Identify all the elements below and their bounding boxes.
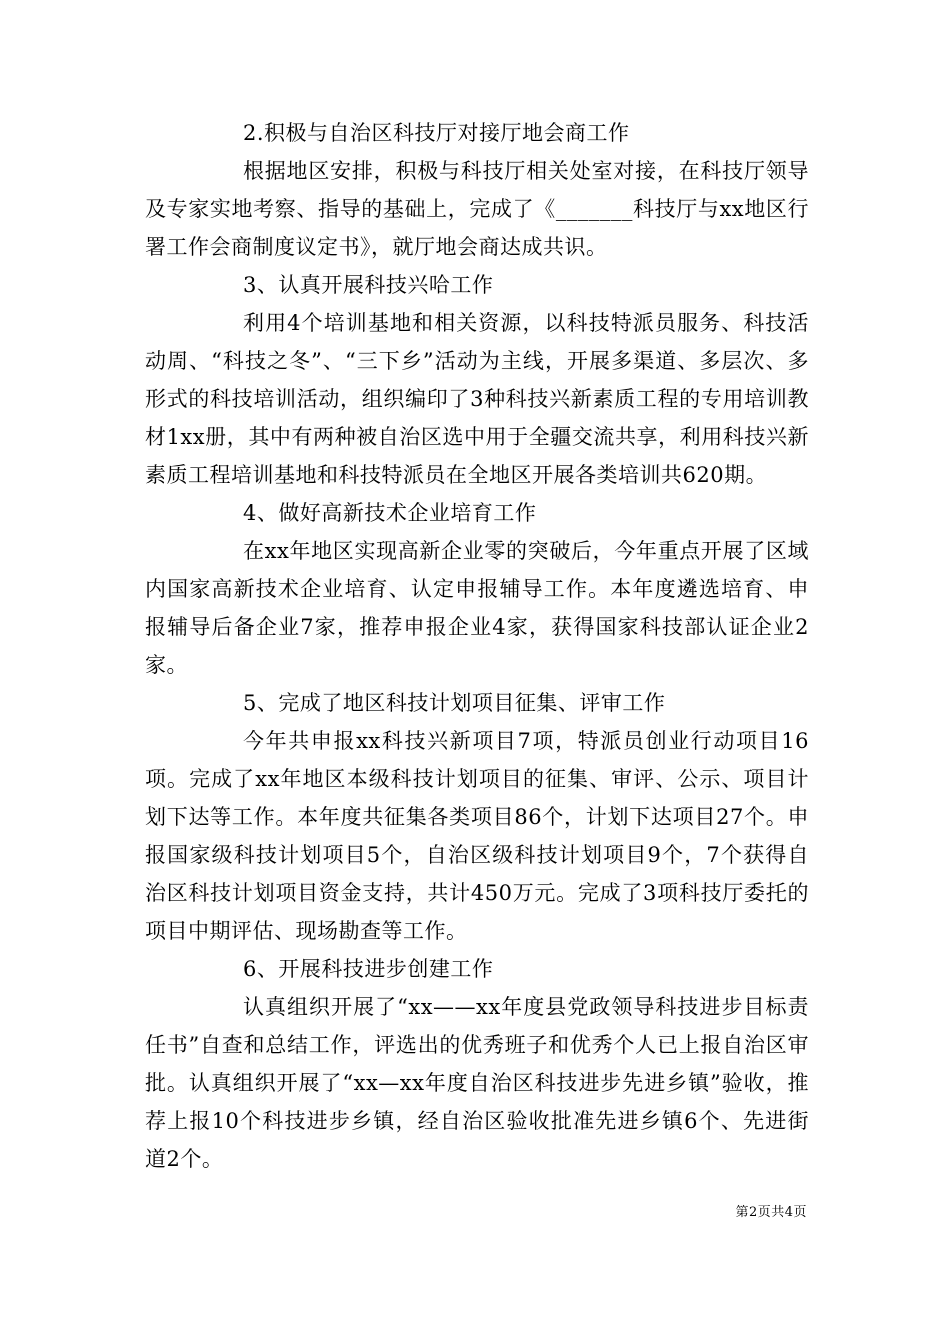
section-heading-3: 3、认真开展科技兴哈工作 — [243, 273, 494, 297]
document-body — [145, 114, 809, 1178]
section-paragraph-6: 认真组织开展了“xx——xx年度县党政领导科技进步目标责任书”自查和总结工作，评选出的优秀班子和优秀个人已上报自治区审批。认真组织开展了“xx—xx年度自治区科技进步先进乡镇”验收，推荐上报10个科技进步乡镇，经自治区验收批准先进乡镇6个、先进街道2个。 — [145, 995, 809, 1171]
section-heading-6: 6、开展科技进步创建工作 — [243, 957, 494, 981]
page-number: 第2页共4页 — [735, 1205, 807, 1220]
section-paragraph-3: 利用4个培训基地和相关资源，以科技特派员服务、科技活动周、“科技之冬”、“三下乡”活动为主线，开展多渠道、多层次、多形式的科技培训活动，组织编印了3种科技兴新素质工程的专用培训教材1xx册，其中有两种被自治区选中用于全疆交流共享，利用科技兴新素质工程培训基地和科技特派员在全地区开展各类培训共620期。 — [145, 311, 809, 487]
section-paragraph-5: 今年共申报xx科技兴新项目7项，特派员创业行动项目16项。完成了xx年地区本级科技计划项目的征集、审评、公示、项目计划下达等工作。本年度共征集各类项目86个，计划下达项目27个。申报国家级科技计划项目5个，自治区级科技计划项目9个，7个获得自治区科技计划项目资金支持，共计450万元。完成了3项科技厅委托的项目中期评估、现场勘查等工作。 — [145, 729, 809, 943]
section-paragraph-4: 在xx年地区实现高新企业零的突破后，今年重点开展了区域内国家高新技术企业培育、认定申报辅导工作。本年度遴选培育、申报辅导后备企业7家，推荐申报企业4家，获得国家科技部认证企业2家。 — [145, 539, 809, 677]
section-heading-2: 2.积极与自治区科技厅对接厅地会商工作 — [243, 121, 630, 145]
section-heading-5: 5、完成了地区科技计划项目征集、评审工作 — [243, 691, 666, 715]
section-paragraph-2: 根据地区安排，积极与科技厅相关处室对接，在科技厅领导及专家实地考察、指导的基础上，完成了《_______科技厅与xx地区行署工作会商制度议定书》，就厅地会商达成共识。 — [145, 159, 809, 259]
section-heading-4: 4、做好高新技术企业培育工作 — [243, 501, 537, 525]
